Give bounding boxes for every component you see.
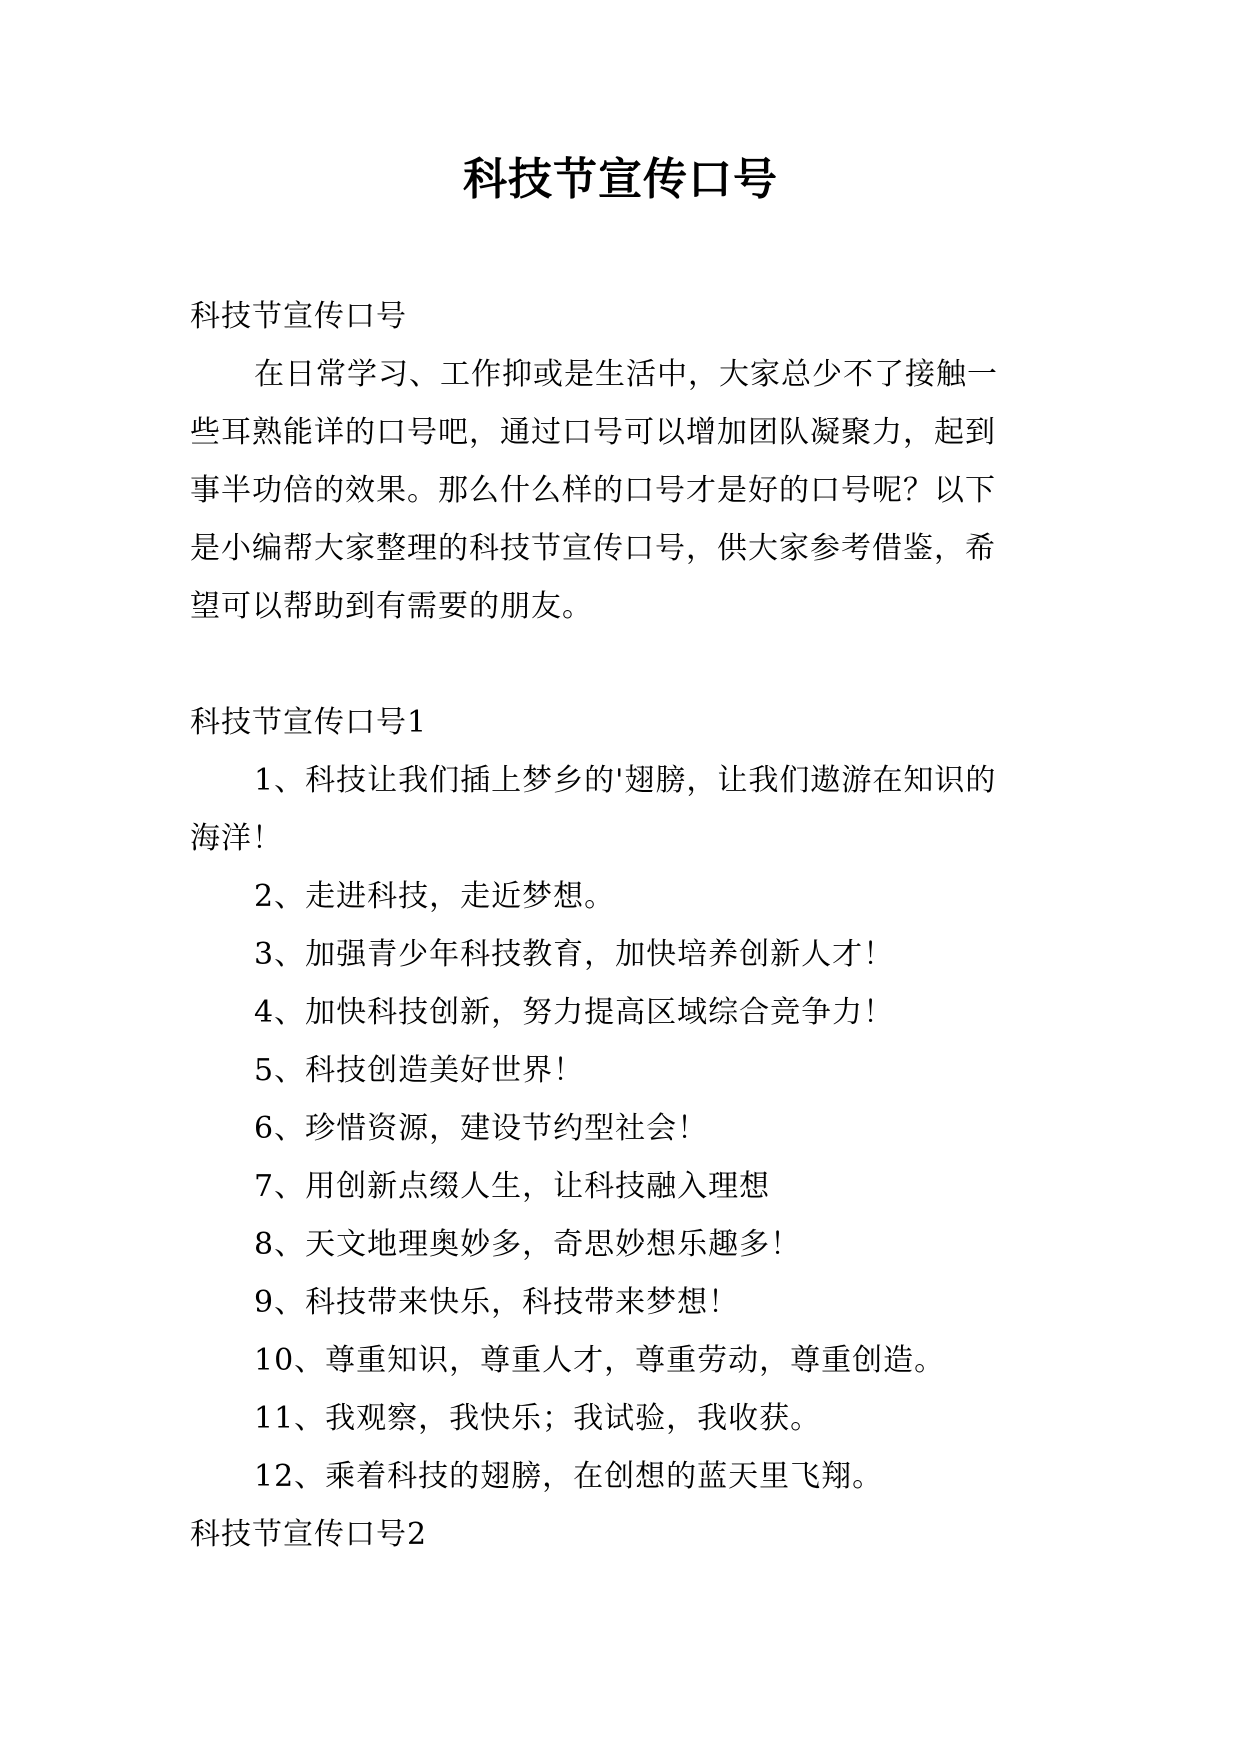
intro-line-4: 是小编帮大家整理的科技节宣传口号，供大家参考借鉴，希	[190, 531, 996, 566]
intro-line-2: 些耳熟能详的口号吧，通过口号可以增加团队凝聚力，起到	[190, 415, 996, 450]
section-heading: 科技节宣传口号	[190, 299, 407, 334]
slogan-9: 9、科技带来快乐，科技带来梦想！	[254, 1285, 740, 1320]
slogan-4: 4、加快科技创新，努力提高区域综合竞争力！	[254, 995, 895, 1030]
section-1-heading: 科技节宣传口号1	[190, 705, 428, 740]
intro-line-3: 事半功倍的效果。那么什么样的口号才是好的口号呢？以下	[190, 473, 996, 508]
slogan-8: 8、天文地理奥妙多，奇思妙想乐趣多！	[254, 1227, 802, 1262]
slogan-7: 7、用创新点缀人生，让科技融入理想	[254, 1169, 771, 1204]
intro-line-5: 望可以帮助到有需要的朋友。	[190, 589, 593, 624]
document-body	[190, 288, 1056, 1564]
document-title: 科技节宣传口号	[463, 154, 778, 205]
slogan-1-line-2: 海洋！	[190, 821, 283, 856]
section-2-heading: 科技节宣传口号2	[190, 1517, 428, 1552]
paragraph-spacer	[190, 636, 1056, 694]
slogan-5: 5、科技创造美好世界！	[254, 1053, 585, 1088]
slogan-1-line-1: 1、科技让我们插上梦乡的'翅膀，让我们遨游在知识的	[254, 763, 997, 798]
slogan-3: 3、加强青少年科技教育，加快培养创新人才！	[254, 937, 895, 972]
slogan-10: 10、尊重知识，尊重人才，尊重劳动，尊重创造。	[254, 1343, 946, 1378]
slogan-2: 2、走进科技，走近梦想。	[254, 879, 616, 914]
slogan-12: 12、乘着科技的翅膀，在创想的蓝天里飞翔。	[254, 1459, 884, 1494]
intro-line-1: 在日常学习、工作抑或是生活中，大家总少不了接触一	[254, 357, 998, 392]
slogan-6: 6、珍惜资源，建设节约型社会！	[254, 1111, 709, 1146]
slogan-11: 11、我观察，我快乐；我试验，我收获。	[254, 1401, 822, 1436]
